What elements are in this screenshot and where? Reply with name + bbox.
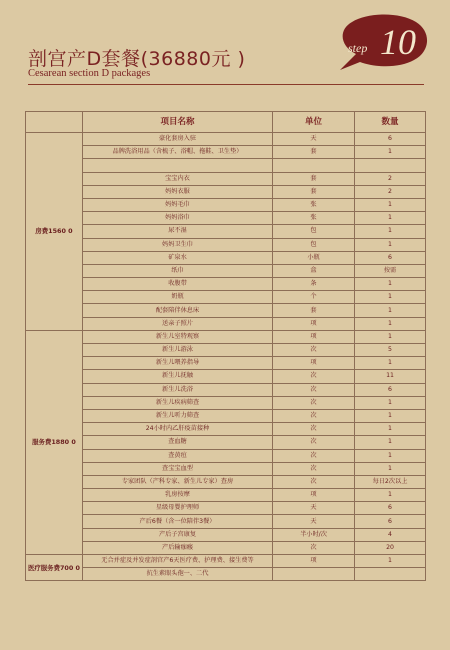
item-name-cell: 查黄疸 bbox=[83, 449, 273, 462]
item-name-cell: 尿不湿 bbox=[83, 225, 273, 238]
table-row bbox=[26, 330, 426, 343]
unit-cell: 次 bbox=[273, 423, 355, 436]
item-name-cell: 产后6餐（含一位陪伴3餐） bbox=[83, 515, 273, 528]
quantity-cell: 1 bbox=[355, 317, 426, 330]
item-name-cell: 妈妈衣服 bbox=[83, 185, 273, 198]
table-row bbox=[26, 423, 426, 436]
table-row bbox=[26, 383, 426, 396]
table-row bbox=[26, 436, 426, 449]
quantity-cell: 1 bbox=[355, 462, 426, 475]
unit-cell bbox=[273, 568, 355, 581]
unit-cell bbox=[273, 159, 355, 172]
unit-cell: 个 bbox=[273, 291, 355, 304]
unit-cell: 次 bbox=[273, 344, 355, 357]
quantity-cell: 1 bbox=[355, 238, 426, 251]
item-name-cell: 查血糖 bbox=[83, 436, 273, 449]
unit-cell: 套 bbox=[273, 146, 355, 159]
table-row bbox=[26, 409, 426, 422]
table-row bbox=[26, 502, 426, 515]
unit-cell: 项 bbox=[273, 357, 355, 370]
quantity-cell: 1 bbox=[355, 212, 426, 225]
table-row bbox=[26, 278, 426, 291]
unit-cell: 套 bbox=[273, 304, 355, 317]
table-row bbox=[26, 370, 426, 383]
quantity-cell: 1 bbox=[355, 278, 426, 291]
table-row bbox=[26, 159, 426, 172]
quantity-cell: 1 bbox=[355, 291, 426, 304]
unit-cell: 包 bbox=[273, 225, 355, 238]
package-table bbox=[25, 111, 426, 581]
quantity-cell: 2 bbox=[355, 185, 426, 198]
category-cell: 房费1560 0 bbox=[26, 133, 83, 331]
unit-cell: 条 bbox=[273, 278, 355, 291]
quantity-cell: 20 bbox=[355, 541, 426, 554]
unit-cell: 天 bbox=[273, 133, 355, 146]
item-name-cell: 抗生素眼头孢一、二代 bbox=[83, 568, 273, 581]
table-row bbox=[26, 146, 426, 159]
step-badge bbox=[330, 10, 432, 76]
column-header-item: 项目名称 bbox=[83, 112, 273, 133]
item-name-cell: 无合并症及并发症剖宫产6天医疗费、护理费、接生费等 bbox=[83, 555, 273, 568]
quantity-cell: 2 bbox=[355, 172, 426, 185]
item-name-cell: 宝宝内衣 bbox=[83, 172, 273, 185]
quantity-cell: 1 bbox=[355, 489, 426, 502]
unit-cell: 次 bbox=[273, 541, 355, 554]
badge-step-number: 10 bbox=[380, 22, 416, 62]
item-name-cell: 新生儿疾病筛查 bbox=[83, 396, 273, 409]
table-row bbox=[26, 357, 426, 370]
quantity-cell: 6 bbox=[355, 251, 426, 264]
unit-cell: 天 bbox=[273, 502, 355, 515]
item-name-cell: 新生儿喂养指导 bbox=[83, 357, 273, 370]
title-rule bbox=[28, 84, 424, 85]
table-row bbox=[26, 198, 426, 211]
item-name-cell: 新生儿洗浴 bbox=[83, 383, 273, 396]
table-row bbox=[26, 528, 426, 541]
item-name-cell: 配套陪伴休息床 bbox=[83, 304, 273, 317]
unit-cell: 张 bbox=[273, 212, 355, 225]
item-name-cell: 星级母婴护理师 bbox=[83, 502, 273, 515]
table-row bbox=[26, 304, 426, 317]
quantity-cell: 1 bbox=[355, 396, 426, 409]
table-row bbox=[26, 568, 426, 581]
unit-cell: 次 bbox=[273, 409, 355, 422]
table-row bbox=[26, 462, 426, 475]
unit-cell: 次 bbox=[273, 383, 355, 396]
unit-cell: 次 bbox=[273, 370, 355, 383]
item-name-cell: 妈妈浴巾 bbox=[83, 212, 273, 225]
unit-cell: 次 bbox=[273, 449, 355, 462]
table-row bbox=[26, 396, 426, 409]
unit-cell: 次 bbox=[273, 436, 355, 449]
quantity-cell: 每日2次以上 bbox=[355, 475, 426, 488]
table-row bbox=[26, 317, 426, 330]
quantity-cell: 5 bbox=[355, 344, 426, 357]
item-name-cell: 收腹带 bbox=[83, 278, 273, 291]
item-name-cell: 矿泉水 bbox=[83, 251, 273, 264]
item-name-cell: 豪化套房入驻 bbox=[83, 133, 273, 146]
unit-cell: 天 bbox=[273, 515, 355, 528]
column-header-unit: 单位 bbox=[273, 112, 355, 133]
unit-cell: 半小时/次 bbox=[273, 528, 355, 541]
unit-cell: 次 bbox=[273, 462, 355, 475]
category-cell: 医疗服务费700 0 bbox=[26, 555, 83, 581]
unit-cell: 项 bbox=[273, 317, 355, 330]
table-row bbox=[26, 238, 426, 251]
table-row bbox=[26, 489, 426, 502]
table-row bbox=[26, 291, 426, 304]
quantity-cell: 11 bbox=[355, 370, 426, 383]
unit-cell: 盒 bbox=[273, 264, 355, 277]
badge-step-text: step bbox=[348, 41, 368, 55]
unit-cell: 套 bbox=[273, 172, 355, 185]
quantity-cell: 1 bbox=[355, 555, 426, 568]
table-row bbox=[26, 185, 426, 198]
item-name-cell: 新生儿抚触 bbox=[83, 370, 273, 383]
item-name-cell: 品牌洗浴用品（含梳子、浴帽、拖鞋、卫生垫） bbox=[83, 146, 273, 159]
quantity-cell: 1 bbox=[355, 225, 426, 238]
item-name-cell: 乳房按摩 bbox=[83, 489, 273, 502]
table-header-row bbox=[26, 112, 426, 133]
item-name-cell: 新生儿游泳 bbox=[83, 344, 273, 357]
unit-cell: 次 bbox=[273, 475, 355, 488]
quantity-cell: 1 bbox=[355, 449, 426, 462]
quantity-cell bbox=[355, 159, 426, 172]
item-name-cell: 专家团队（产科专家、新生儿专家）查房 bbox=[83, 475, 273, 488]
item-name-cell: 送亲子照片 bbox=[83, 317, 273, 330]
quantity-cell: 1 bbox=[355, 304, 426, 317]
table-row bbox=[26, 251, 426, 264]
quantity-cell: 4 bbox=[355, 528, 426, 541]
item-name-cell: 产后子宫康复 bbox=[83, 528, 273, 541]
unit-cell: 张 bbox=[273, 198, 355, 211]
table-row bbox=[26, 449, 426, 462]
table-row bbox=[26, 515, 426, 528]
quantity-cell: 1 bbox=[355, 436, 426, 449]
item-name-cell: 妈妈卫生巾 bbox=[83, 238, 273, 251]
item-name-cell: 新生儿听力筛查 bbox=[83, 409, 273, 422]
quantity-cell: 1 bbox=[355, 146, 426, 159]
quantity-cell: 按需 bbox=[355, 264, 426, 277]
table-row bbox=[26, 344, 426, 357]
item-name-cell: 24小时内乙肝疫苗接种 bbox=[83, 423, 273, 436]
quantity-cell: 6 bbox=[355, 383, 426, 396]
unit-cell: 项 bbox=[273, 489, 355, 502]
table-row bbox=[26, 475, 426, 488]
table-row bbox=[26, 225, 426, 238]
quantity-cell: 6 bbox=[355, 502, 426, 515]
table-row bbox=[26, 172, 426, 185]
quantity-cell: 1 bbox=[355, 423, 426, 436]
quantity-cell: 6 bbox=[355, 515, 426, 528]
table-row bbox=[26, 264, 426, 277]
item-name-cell: 奶瓶 bbox=[83, 291, 273, 304]
item-name-cell: 妈妈毛巾 bbox=[83, 198, 273, 211]
quantity-cell: 1 bbox=[355, 330, 426, 343]
table-row bbox=[26, 555, 426, 568]
item-name-cell: 纸巾 bbox=[83, 264, 273, 277]
quantity-cell bbox=[355, 568, 426, 581]
item-name-cell: 产后输痂瘢 bbox=[83, 541, 273, 554]
unit-cell: 次 bbox=[273, 396, 355, 409]
quantity-cell: 1 bbox=[355, 357, 426, 370]
category-cell: 服务费1880 0 bbox=[26, 330, 83, 554]
unit-cell: 项 bbox=[273, 330, 355, 343]
item-name-cell: 查宝宝血型 bbox=[83, 462, 273, 475]
item-name-cell: 新生儿室特观察 bbox=[83, 330, 273, 343]
page-subtitle: Cesarean section D packages bbox=[28, 68, 151, 79]
page-title: 剖宫产D套餐(36880元 ) bbox=[28, 48, 246, 70]
item-name-cell bbox=[83, 159, 273, 172]
quantity-cell: 1 bbox=[355, 198, 426, 211]
column-header-quantity: 数量 bbox=[355, 112, 426, 133]
unit-cell: 小瓶 bbox=[273, 251, 355, 264]
unit-cell: 套 bbox=[273, 185, 355, 198]
table-row bbox=[26, 212, 426, 225]
unit-cell: 包 bbox=[273, 238, 355, 251]
quantity-cell: 1 bbox=[355, 409, 426, 422]
quantity-cell: 6 bbox=[355, 133, 426, 146]
table-row bbox=[26, 541, 426, 554]
column-header-category bbox=[26, 112, 83, 133]
table-row bbox=[26, 133, 426, 146]
unit-cell: 项 bbox=[273, 555, 355, 568]
